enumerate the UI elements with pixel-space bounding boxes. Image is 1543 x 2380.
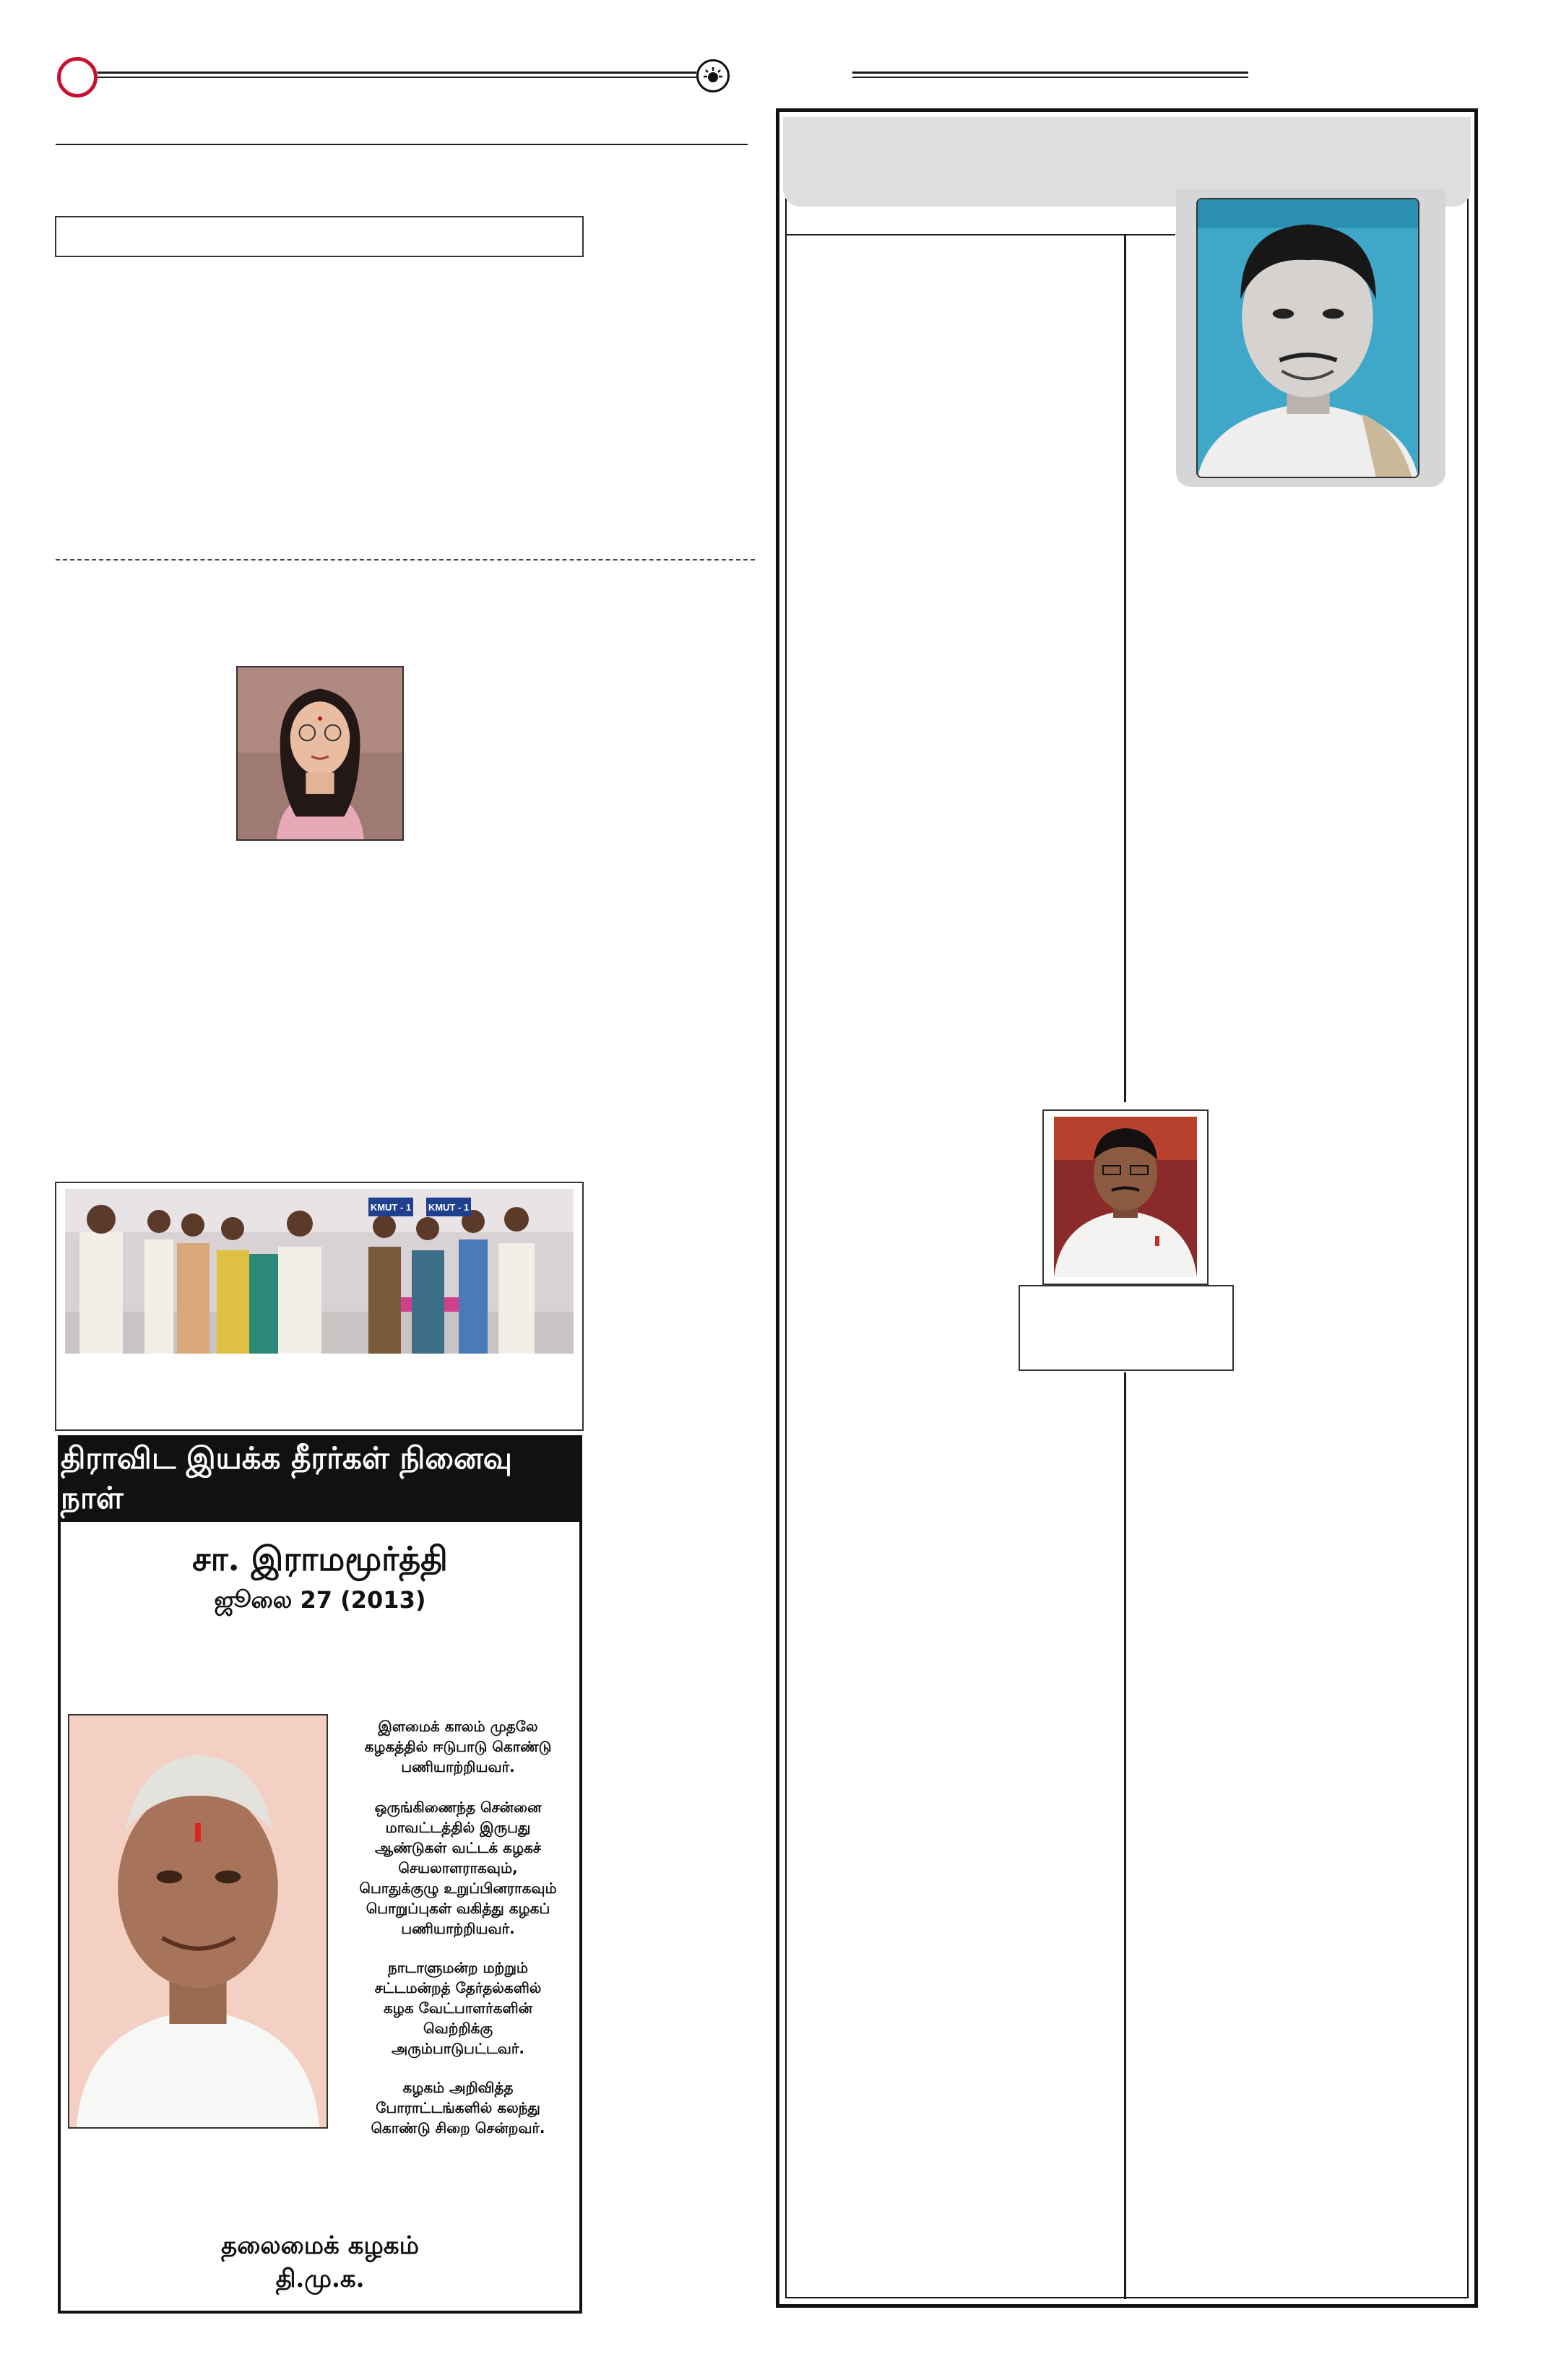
bio-line: செயலாளராகவும், <box>398 1859 518 1877</box>
right-header-rule-2 <box>852 77 1248 78</box>
bio-line: பொதுக்குழு உறுப்பினராகவும் <box>359 1879 557 1897</box>
footer-party-name: தி.மு.க. <box>275 2264 365 2293</box>
page-number-circle <box>57 57 98 98</box>
memorial-date: ஜூலை 27 (2013) <box>214 1586 426 1614</box>
banner-label-1: KMUT - 1 <box>370 1202 412 1213</box>
banner-label-2: KMUT - 1 <box>428 1202 470 1213</box>
memorial-bio-para-4 <box>350 2077 566 2138</box>
right-header-rule-1 <box>852 72 1248 74</box>
bio-line: போராட்டங்களில் கலந்து <box>376 2099 540 2116</box>
memorial-header: திராவிட இயக்க தீரர்கள் நினைவு நாள் <box>61 1438 579 1522</box>
leader-portrait-photo <box>1196 198 1419 478</box>
caption-box <box>1019 1285 1234 1371</box>
left-section-rule <box>56 144 748 145</box>
bio-line: கொண்டு சிறை சென்றவர். <box>371 2119 545 2137</box>
memorial-footer <box>61 2229 579 2295</box>
right-column-divider-upper <box>1124 235 1126 1102</box>
man-portrait-photo <box>1054 1117 1197 1277</box>
memorial-portrait-photo <box>68 1714 328 2129</box>
bio-line: நாடாளுமன்ற மற்றும் <box>387 1959 529 1976</box>
bio-line: கழகம் அறிவித்த <box>402 2079 514 2096</box>
bio-line: கழக வேட்பாளர்களின் <box>383 1999 533 2017</box>
bio-line: ஆண்டுகள் வட்டக் கழகச் <box>375 1839 541 1856</box>
event-photo-frame <box>55 1182 584 1431</box>
memorial-bio-para-1 <box>350 1716 566 1777</box>
bio-line: பணியாற்றியவர். <box>401 1920 515 1937</box>
bio-line: இளமைக் காலம் முதலே <box>378 1718 538 1735</box>
memorial-bio-para-3 <box>350 1957 566 2059</box>
bio-line: மாவட்டத்தில் இருபது <box>385 1819 531 1836</box>
bio-line: கழகத்தில் ஈடுபாடு கொண்டு <box>364 1738 552 1755</box>
header-rule-bottom <box>98 77 696 78</box>
footer-org-name: தலைமைக் கழகம் <box>221 2231 419 2260</box>
woman-portrait-photo <box>236 666 404 841</box>
right-column-top-rule <box>785 234 1175 235</box>
small-photo-frame <box>1042 1109 1209 1285</box>
memorial-bio-para-2 <box>350 1797 566 1939</box>
bio-line: ஒருங்கிணைந்த சென்னை <box>374 1799 542 1816</box>
bio-line: வெற்றிக்கு <box>423 2020 493 2037</box>
bio-line: அரும்பாடுபட்டவர். <box>392 2040 524 2057</box>
bio-line: பணியாற்றியவர். <box>401 1758 515 1775</box>
rising-sun-emblem-icon <box>696 59 730 92</box>
dashed-divider <box>56 559 755 561</box>
bio-line: சட்டமன்றத் தேர்தல்களில் <box>374 1979 542 1996</box>
bio-line: பொறுப்புகள் வகித்து கழகப் <box>366 1900 550 1917</box>
event-photo <box>65 1189 574 1354</box>
subheading-box <box>55 216 584 257</box>
header-rule-top <box>98 72 696 74</box>
memorial-name: சா. இராமமூர்த்தி <box>192 1539 448 1578</box>
right-column-divider-lower <box>1124 1372 1126 2299</box>
memorial-notice-box <box>58 1435 582 2314</box>
